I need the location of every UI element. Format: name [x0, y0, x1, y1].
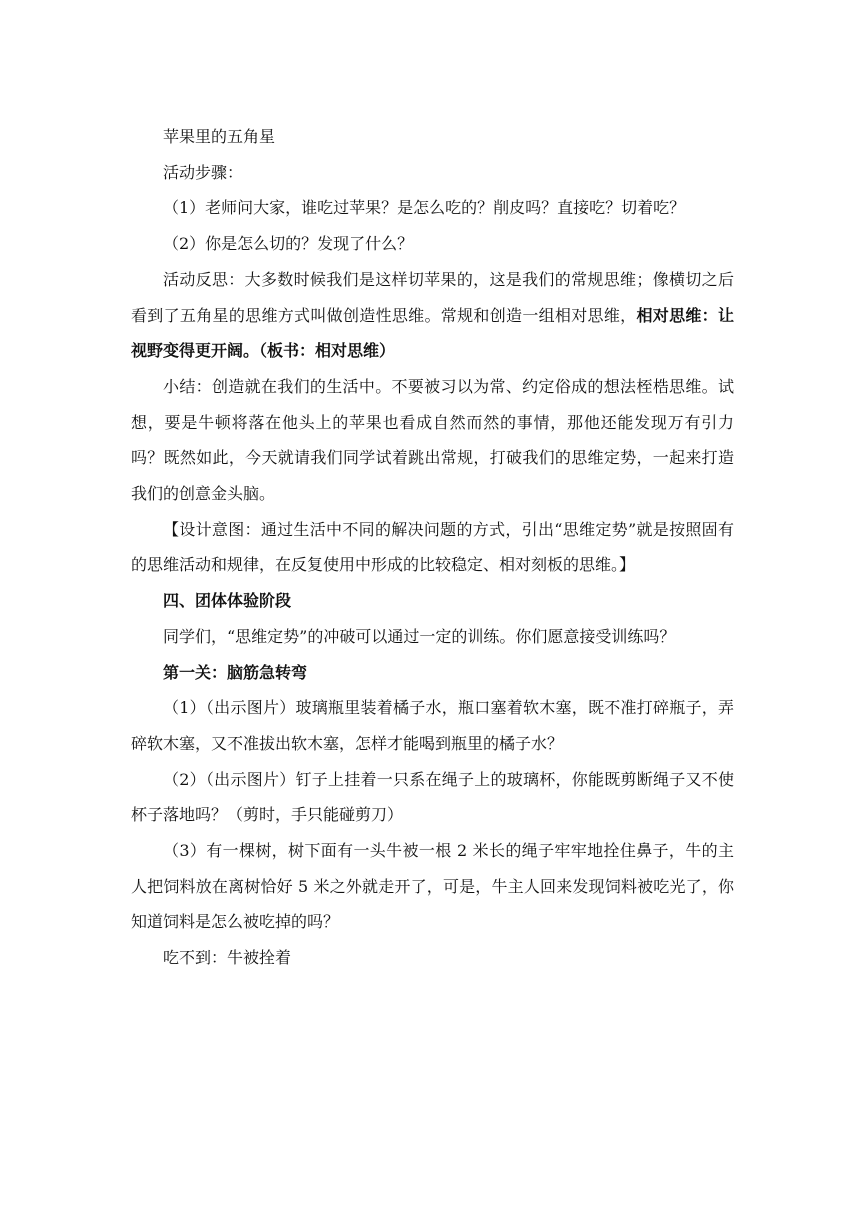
- step-1: （1）老师问大家，谁吃过苹果？是怎么吃的？削皮吗？直接吃？切着吃？: [163, 198, 686, 218]
- step-2: （2）你是怎么切的？发现了什么？: [163, 234, 414, 254]
- section-4-intro: 同学们，“思维定势”的冲破可以通过一定的训练。你们愿意接受训练吗？: [163, 626, 676, 646]
- reflection-text: 活动反思：大多数时候我们是这样切苹果的，这是我们的常规思维；像横切之后看到了五角星的思维方式叫做创造性思维。常规和创造一组相对思维，: [131, 269, 734, 325]
- activity-title: 苹果里的五角星: [163, 127, 276, 146]
- question-2: （2）（出示图片）钉子上挂着一只系在绳子上的玻璃杯，你能既剪断绳子又不使杯子落地吗？（剪时，手只能碰剪刀）: [131, 769, 734, 825]
- design-intent-paragraph: 【设计意图：通过生活中不同的解决问题的方式，引出“思维定势”就是按照固有的思维活动和规律，在反复使用中形成的比较稳定、相对刻板的思维。】: [131, 519, 734, 575]
- steps-label: 活动步骤：: [163, 162, 244, 182]
- section-4-heading: 四、团体体验阶段: [163, 591, 292, 611]
- summary-paragraph: 小结：创造就在我们的生活中。不要被习以为常、约定俗成的想法桎梏思维。试想，要是牛顿将落在他头上的苹果也看成自然而然的事情，那他还能发现万有引力吗？既然如此，今天就请我们同学试着跳出常规，打破我们的思维定势，一起来打造我们的创意金头脑。: [131, 376, 734, 504]
- level-1-heading: 第一关：脑筋急转弯: [163, 662, 308, 682]
- question-3: （3）有一棵树，树下面有一头牛被一根 2 米长的绳子牢牢地拴住鼻子，牛的主人把饲料放在离树恰好 5 米之外就走开了，可是，牛主人回来发现饲料被吃光了，你知道饲料是怎么被吃掉的吗？: [131, 841, 734, 932]
- question-1: （1）（出示图片）玻璃瓶里装着橘子水，瓶口塞着软木塞，既不准打碎瓶子，弄碎软木塞，又不准拔出软木塞，怎样才能喝到瓶里的橘子水？: [131, 698, 734, 753]
- answer-line: 吃不到：牛被拴着: [163, 948, 292, 968]
- reflection-bold-text: 相对思维：让视野变得更开阔。（板书：相对思维）: [131, 305, 734, 361]
- reflection-paragraph: [131, 262, 734, 369]
